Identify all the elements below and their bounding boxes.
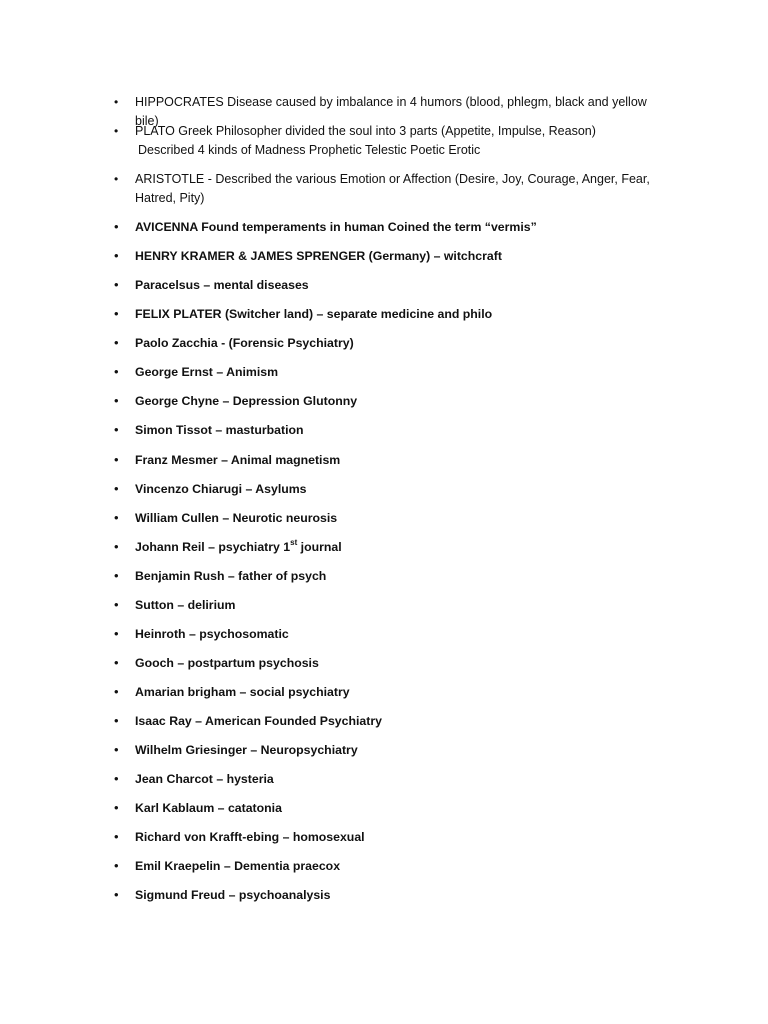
item-text <box>135 122 665 160</box>
item-text: Richard von Krafft-ebing – homosexual <box>135 830 365 844</box>
bullet-icon: • <box>114 277 119 292</box>
bullet-icon: • <box>114 335 119 350</box>
item-line: HIPPOCRATES Disease caused by imbalance in 4 humors (blood, phlegm, black and yellow bile) <box>135 95 647 128</box>
item-line: PLATO Greek Philosopher divided the soul into 3 parts (Appetite, Impulse, Reason) <box>135 124 596 138</box>
item-text: Isaac Ray – American Founded Psychiatry <box>135 714 382 728</box>
item-text: George Chyne – Depression Glutonny <box>135 394 358 408</box>
bullet-icon: • <box>114 510 119 525</box>
item-text: Benjamin Rush – father of psych <box>135 569 327 583</box>
bullet-icon: • <box>114 597 119 612</box>
bullet-icon: • <box>114 829 119 844</box>
ordinal-suffix: st <box>290 538 298 547</box>
bullet-icon: • <box>114 219 119 234</box>
bullet-icon: • <box>114 124 119 138</box>
bullet-icon: • <box>114 172 119 186</box>
item-text: William Cullen – Neurotic neurosis <box>135 511 338 525</box>
item-text: Sutton – delirium <box>135 598 236 612</box>
item-text: Paolo Zacchia - (Forensic Psychiatry) <box>135 336 354 350</box>
item-text: Simon Tissot – masturbation <box>135 423 304 437</box>
item-text: Heinroth – psychosomatic <box>135 627 289 641</box>
item-main-text: Johann Reil – psychiatry 1 <box>135 540 291 554</box>
item-text: HENRY KRAMER & JAMES SPRENGER (Germany) – witchcraft <box>135 249 502 263</box>
item-line-2: Hatred, Pity) <box>135 191 205 205</box>
item-text: Jean Charcot – hysteria <box>135 772 274 786</box>
item-text <box>135 170 665 208</box>
item-text: Franz Mesmer – Animal magnetism <box>135 453 341 467</box>
item-text: Karl Kablaum – catatonia <box>135 801 282 815</box>
item-text: Emil Kraepelin – Dementia praecox <box>135 859 341 873</box>
item-text: Wilhelm Griesinger – Neuropsychiatry <box>135 743 358 757</box>
item-text: George Ernst – Animism <box>135 365 279 379</box>
bullet-icon: • <box>114 800 119 815</box>
bullet-icon: • <box>114 452 119 467</box>
bullet-icon: • <box>114 95 119 109</box>
bullet-icon: • <box>114 364 119 379</box>
item-text: FELIX PLATER (Switcher land) – separate medicine and philo <box>135 307 493 321</box>
item-text: Vincenzo Chiarugi – Asylums <box>135 482 307 496</box>
bullet-icon: • <box>114 481 119 496</box>
item-text: Sigmund Freud – psychoanalysis <box>135 888 331 902</box>
bullet-icon: • <box>114 684 119 699</box>
bullet-icon: • <box>114 626 119 641</box>
item-text: Paracelsus – mental diseases <box>135 278 309 292</box>
bullet-icon: • <box>114 422 119 437</box>
item-line: ARISTOTLE - Described the various Emotion or Affection (Desire, Joy, Courage, Anger, Fear, <box>135 172 650 186</box>
bullet-icon: • <box>114 568 119 583</box>
bullet-icon: • <box>114 742 119 757</box>
item-text: Amarian brigham – social psychiatry <box>135 685 350 699</box>
bullet-icon: • <box>114 539 119 554</box>
bullet-icon: • <box>114 248 119 263</box>
item-text: Gooch – postpartum psychosis <box>135 656 319 670</box>
bullet-icon: • <box>114 771 119 786</box>
bullet-icon: • <box>114 393 119 408</box>
bullet-icon: • <box>114 858 119 873</box>
bullet-icon: • <box>114 887 119 902</box>
bullet-icon: • <box>114 655 119 670</box>
item-line-2: Described 4 kinds of Madness Prophetic Telestic Poetic Erotic <box>138 143 481 157</box>
bullet-icon: • <box>114 306 119 321</box>
item-text: AVICENNA Found temperaments in human Coined the term “vermis” <box>135 220 537 234</box>
item-text <box>135 538 665 557</box>
bullet-icon: • <box>114 713 119 728</box>
item-trailing-text: journal <box>297 540 342 554</box>
